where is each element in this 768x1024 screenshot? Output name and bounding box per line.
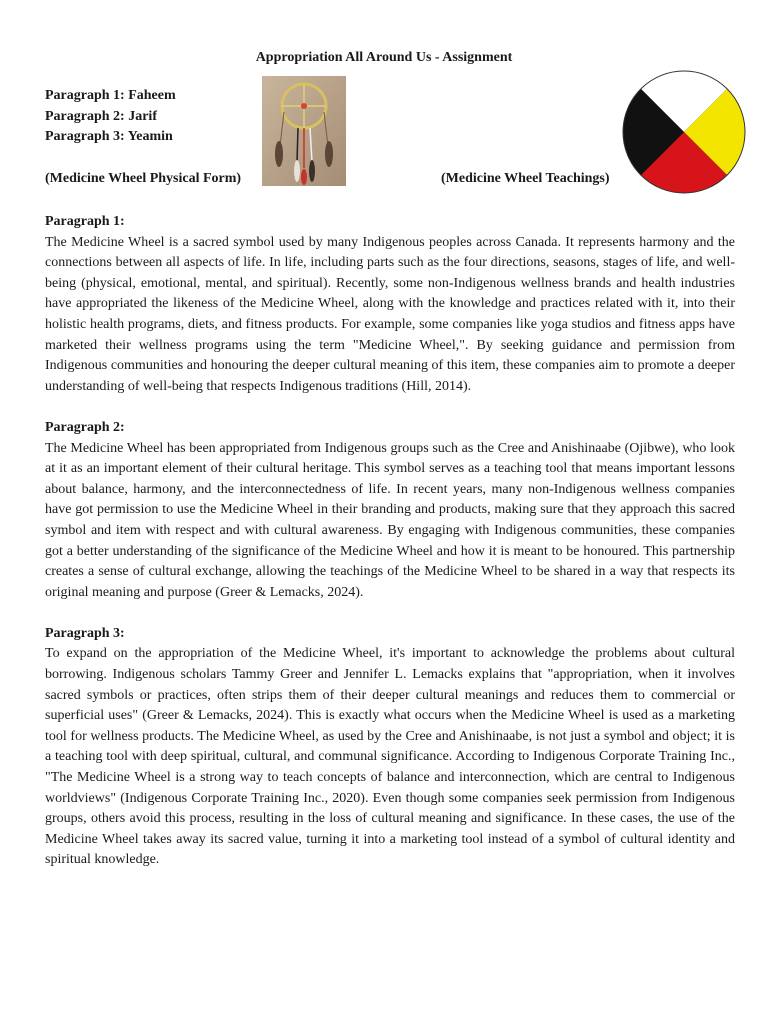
medicine-wheel-teachings-diagram	[622, 70, 746, 194]
medicine-wheel-photo-graphic	[262, 76, 346, 186]
paragraph-3-text: To expand on the appropriation of the Medicine Wheel, it's important to acknowledge the problems about cultural borrowing. Indigenous scholars Tammy Greer and Jennifer L. Lemacks explains that "appropriation, when it involves sacred symbols or practices, often strips them of their deeper cultural meanings and reduces them to commercial or superficial uses" (Greer & Lemacks, 2024). This is exactly what occurs when the Medicine Wheel is used as a marketing tool for wellness products. The Medicine Wheel, as used by the Cree and Anishinaabe, is not just a symbol and object; it is a teaching tool with deep spiritual, cultural, and communal significance. According to Indigenous Corporate Training Inc., "The Medicine Wheel is a strong way to teach concepts of balance and interconnection, which are central to Indigenous worldviews" (Indigenous Corporate Training Inc., 2020). Even though some companies seek permission from Indigenous groups, others avoid this process, resulting in the loss of cultural meaning and significance. In these cases, the use of the Medicine Wheel takes away its sacred value, turning it into a marketing tool instead of a symbol of cultural identity and spiritual knowledge.	[45, 646, 735, 868]
medicine-wheel-graphic	[622, 70, 746, 194]
paragraph-1-heading: Paragraph 1:	[45, 214, 125, 229]
caption-teachings: (Medicine Wheel Teachings)	[441, 171, 610, 186]
caption-physical-form: (Medicine Wheel Physical Form)	[45, 171, 242, 186]
author-line-1: Paragraph 1: Faheem	[45, 88, 176, 103]
paragraph-1-text: The Medicine Wheel is a sacred symbol used by many Indigenous peoples across Canada. It represents harmony and the connections between all aspects of life. In life, including parts such as the four directions, seasons, stages of life, and well-being (physical, emotional, mental, and spiritual). Recently, some non-Indigenous wellness brands and health industries have appropriated the likeness of the Medicine Wheel, along with the knowledge and practices related with it, into their holistic health programs, diets, and fitness products. For example, some companies like yoga studios and fitness apps have marketed their wellness programs using the term "Medicine Wheel,". By seeking guidance and permission from Indigenous communities and honouring the deeper cultural meaning of this item, these companies aim to promote a deeper understanding of well-being that respects Indigenous traditions (Hill, 2014).	[45, 234, 735, 394]
medicine-wheel-photo	[262, 76, 346, 186]
author-list	[45, 86, 176, 148]
document-body	[45, 212, 735, 871]
paragraph-3-heading: Paragraph 3:	[45, 625, 125, 641]
author-line-2: Paragraph 2: Jarif	[45, 108, 157, 124]
document-title: Appropriation All Around Us - Assignment	[255, 50, 513, 65]
paragraph-2-text: The Medicine Wheel has been appropriated from Indigenous groups such as the Cree and Anishinaabe (Ojibwe), who look at it as an important element of their cultural heritage. This symbol serves as a teaching tool that means important lessons about balance, harmony, and the interconnectedness of life. In recent years, many non-Indigenous wellness companies have got permission to use the Medicine Wheel in their branding and products, making sure that they approach this sacred symbol and item with respect and with cultural awareness. By engaging with Indigenous communities, these companies got a better understanding of the significance of the Medicine Wheel and how it is meant to be honoured. This partnership creates a sense of cultural exchange, allowing the teachings of the Medicine Wheel to be shared in a way that respects its original meaning and purpose (Greer & Lemacks, 2024).	[45, 440, 735, 600]
paragraph-2-heading: Paragraph 2:	[45, 419, 125, 435]
author-line-3: Paragraph 3: Yeamin	[45, 129, 173, 144]
